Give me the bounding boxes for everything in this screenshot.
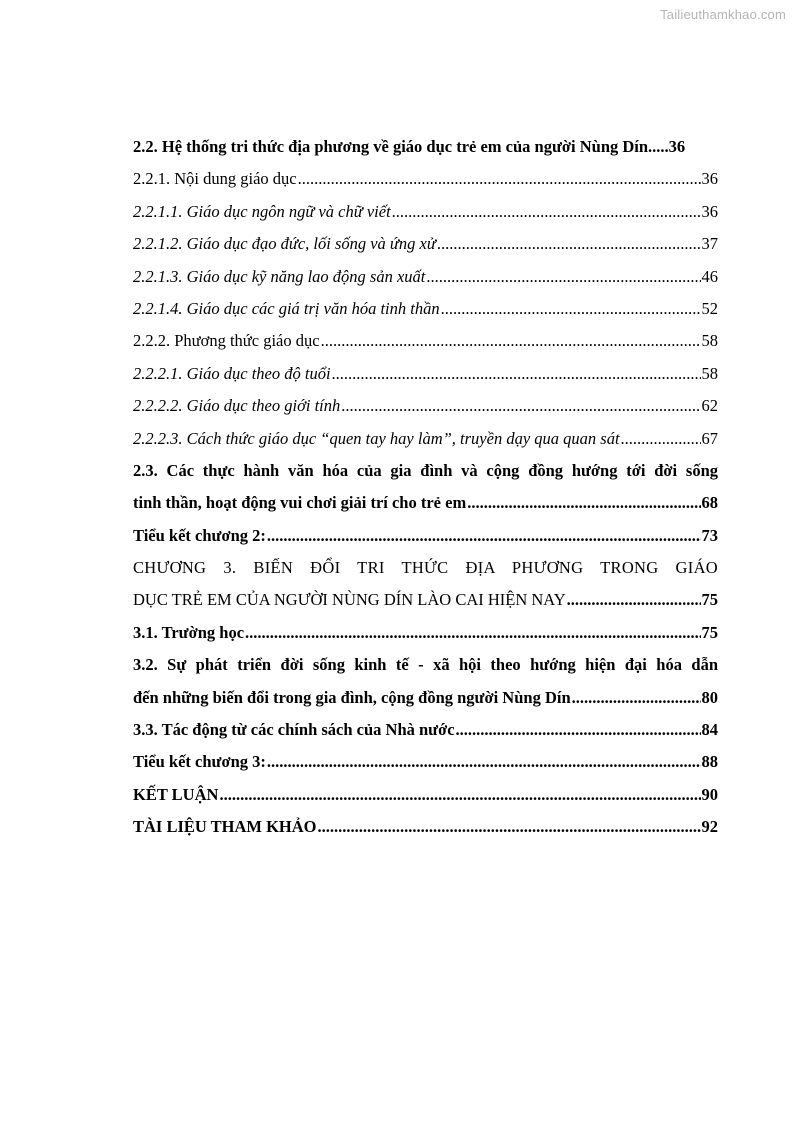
toc-entry-page: 36 bbox=[701, 169, 718, 189]
toc-entry-title: 2.2.2.3. Cách thức giáo dục “quen tay hay làm”, truyền dạy qua quan sát bbox=[133, 428, 620, 448]
toc-entry-title: 3.1. Trường học bbox=[133, 622, 245, 642]
toc-entry-title: 2.2.1.1. Giáo dục ngôn ngữ và chữ viết bbox=[133, 201, 391, 221]
toc-entry-page: 58 bbox=[701, 331, 718, 351]
watermark: Tailieuthamkhao.com bbox=[660, 7, 786, 22]
toc-entry-title: 2.2.1.4. Giáo dục các giá trị văn hóa tinh thần bbox=[133, 298, 440, 318]
toc-entry-leader bbox=[392, 196, 701, 228]
toc-entry-leader bbox=[298, 163, 701, 195]
toc-entry-page: 73 bbox=[701, 525, 718, 545]
toc-entry-leader bbox=[267, 746, 701, 778]
toc-entry-page: 36 bbox=[668, 137, 686, 156]
toc-entry-title: 2.2.1. Nội dung giáo dục bbox=[133, 169, 297, 189]
toc-entry-chapter-3[interactable] bbox=[133, 552, 718, 617]
toc-entry-title: 2.2.2. Phương thức giáo dục bbox=[133, 331, 320, 351]
toc-entry-summary-chapter-3[interactable] bbox=[133, 746, 718, 778]
toc-entry-2-2-2[interactable] bbox=[133, 325, 718, 357]
toc-entry-2-2-1-2[interactable] bbox=[133, 228, 718, 260]
toc-entry-leader bbox=[621, 423, 701, 455]
toc-entry-page: 80 bbox=[701, 687, 718, 707]
toc-entry-summary-chapter-2[interactable] bbox=[133, 520, 718, 552]
toc-entry-leader bbox=[245, 617, 700, 649]
toc-entry-page: 84 bbox=[701, 720, 718, 740]
toc-entry-title: 2.2.2.1. Giáo dục theo độ tuổi bbox=[133, 363, 331, 383]
toc-entry-leader bbox=[467, 487, 700, 519]
toc-entry-page: 62 bbox=[701, 396, 718, 416]
toc-entry-leader: ..... bbox=[648, 137, 669, 156]
toc-entry-title: Tiểu kết chương 2: bbox=[133, 525, 266, 545]
toc-entry-2-2-1-4[interactable] bbox=[133, 293, 718, 325]
toc-entry-title: 2.2.1.3. Giáo dục kỹ năng lao động sản xuất bbox=[133, 266, 426, 286]
toc-entry-page: 90 bbox=[701, 784, 718, 804]
toc-entry-leader bbox=[318, 811, 701, 843]
toc-entry-title: 3.3. Tác động từ các chính sách của Nhà nước bbox=[133, 720, 455, 740]
toc-entry-title-line1: CHƯƠNG 3. BIẾN ĐỔI TRI THỨC ĐỊA PHƯƠNG TRONG GIÁO bbox=[133, 558, 718, 578]
toc-entry-title: Tiểu kết chương 3: bbox=[133, 752, 266, 772]
toc-entry-leader bbox=[267, 520, 701, 552]
toc-entry-leader bbox=[441, 293, 701, 325]
toc-entry-3-2[interactable] bbox=[133, 649, 718, 714]
toc-entry-title-line1: 2.3. Các thực hành văn hóa của gia đình và cộng đồng hướng tới đời sống bbox=[133, 460, 718, 480]
toc-entry-2-3[interactable] bbox=[133, 455, 718, 520]
toc-entry-leader bbox=[426, 261, 700, 293]
toc-entry-title-line1: 3.2. Sự phát triển đời sống kinh tế - xã hội theo hướng hiện đại hóa dẫn bbox=[133, 655, 718, 675]
toc-entry-2-2-2-2[interactable] bbox=[133, 390, 718, 422]
toc-entry-2-2-1-3[interactable] bbox=[133, 261, 718, 293]
toc-entry-leader bbox=[572, 682, 701, 714]
toc-entry-page: 92 bbox=[701, 817, 718, 837]
toc-entry-2-2-2-3[interactable] bbox=[133, 423, 718, 455]
toc-entry-title: TÀI LIỆU THAM KHẢO bbox=[133, 817, 317, 837]
toc-entry-title: 2.2. Hệ thống tri thức địa phương về giáo dục trẻ em của người Nùng Dín bbox=[133, 137, 649, 156]
toc-entry-2-2-1[interactable] bbox=[133, 163, 718, 195]
table-of-contents bbox=[133, 131, 718, 844]
toc-entry-page: 52 bbox=[701, 298, 718, 318]
toc-entry-page: 68 bbox=[701, 493, 718, 513]
toc-entry-page: 46 bbox=[701, 266, 718, 286]
toc-entry-leader bbox=[456, 714, 701, 746]
toc-entry-title-line2: tinh thần, hoạt động vui chơi giải trí cho trẻ em bbox=[133, 493, 467, 513]
toc-entry-page: 75 bbox=[701, 590, 718, 610]
toc-entry-page: 58 bbox=[701, 363, 718, 383]
toc-entry-leader bbox=[219, 779, 700, 811]
toc-entry-3-1[interactable] bbox=[133, 617, 718, 649]
toc-entry-title: 2.2.2.2. Giáo dục theo giới tính bbox=[133, 396, 341, 416]
toc-entry-2-2-1-1[interactable] bbox=[133, 196, 718, 228]
toc-entry-page: 37 bbox=[701, 234, 718, 254]
toc-entry-title: 2.2.1.2. Giáo dục đạo đức, lối sống và ứng xử bbox=[133, 234, 436, 254]
toc-entry-3-3[interactable] bbox=[133, 714, 718, 746]
toc-entry-page: 67 bbox=[701, 428, 718, 448]
toc-entry-title: KẾT LUẬN bbox=[133, 784, 219, 804]
toc-entry-leader bbox=[341, 390, 700, 422]
toc-entry-2-2-2-1[interactable] bbox=[133, 358, 718, 390]
toc-entry-conclusion[interactable] bbox=[133, 779, 718, 811]
toc-entry-page: 36 bbox=[701, 201, 718, 221]
toc-entry-title-line2: đến những biến đổi trong gia đình, cộng đồng người Nùng Dín bbox=[133, 687, 571, 707]
toc-entry-leader bbox=[321, 325, 701, 357]
toc-entry-leader bbox=[567, 584, 701, 616]
toc-entry-leader bbox=[332, 358, 701, 390]
toc-entry-leader bbox=[437, 228, 701, 260]
toc-entry-2-2[interactable] bbox=[133, 131, 718, 163]
toc-entry-page: 75 bbox=[701, 622, 718, 642]
toc-entry-title-line2: DỤC TRẺ EM CỦA NGƯỜI NÙNG DÍN LÀO CAI HIỆN NAY bbox=[133, 590, 566, 610]
toc-entry-references[interactable] bbox=[133, 811, 718, 843]
toc-entry-page: 88 bbox=[701, 752, 718, 772]
